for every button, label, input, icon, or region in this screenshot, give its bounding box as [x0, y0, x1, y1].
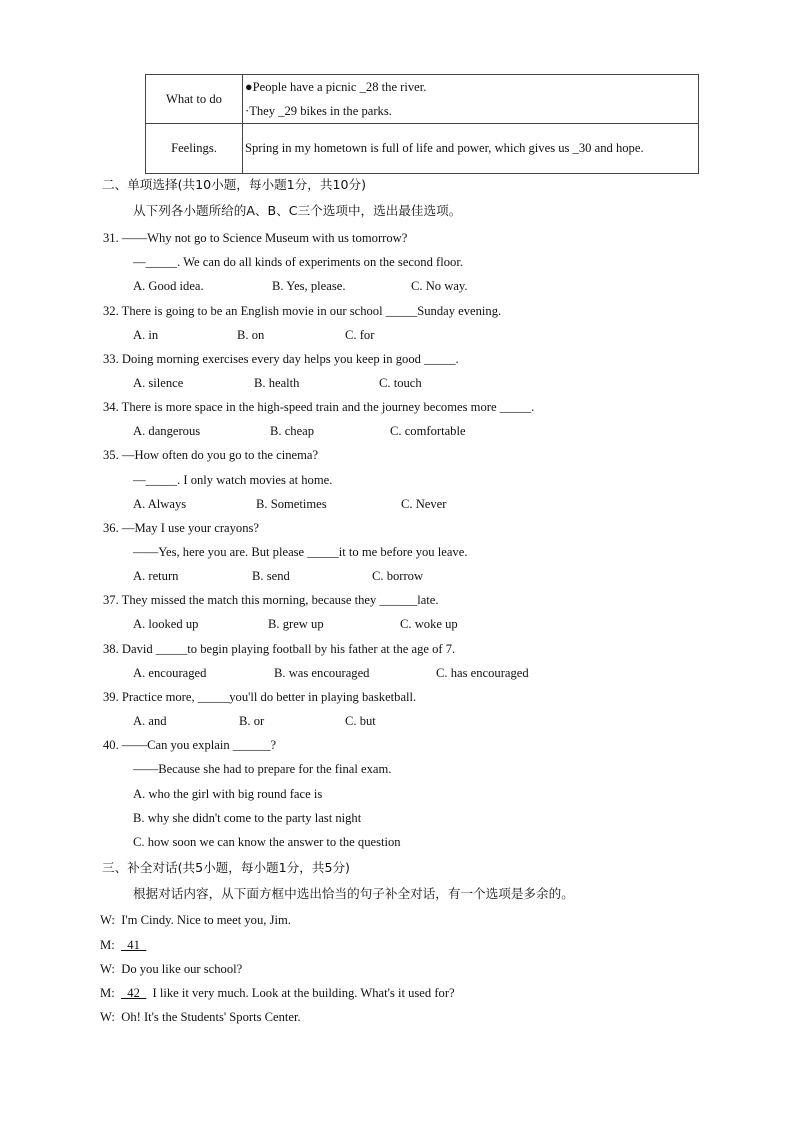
option-c: C. has encouraged [436, 666, 529, 680]
option-b: B. send [252, 569, 290, 583]
row-head-what-to-do: What to do [146, 75, 243, 124]
speaker-label: W: [100, 913, 115, 927]
option-b: B. grew up [268, 617, 324, 631]
question-stem: —_____. We can do all kinds of experiments on the second floor. [133, 255, 463, 269]
question-stem: 38. David _____to begin playing football by his father at the age of 7. [103, 642, 456, 656]
question-stem: 36. —May I use your crayons? [103, 521, 259, 535]
answer-blank: _41_ [121, 938, 147, 952]
option-a: A. in [133, 328, 159, 342]
option-c: C. Never [401, 497, 447, 511]
speaker-label: M: [100, 938, 115, 952]
option-a: A. dangerous [133, 424, 201, 438]
table-text: ●People have a picnic _28 the river. [245, 80, 427, 94]
option-a: A. looked up [133, 617, 199, 631]
answer-blank: _42_ [121, 986, 147, 1000]
option-b: B. cheap [270, 424, 315, 438]
dialog-line [100, 1009, 301, 1025]
row-body-feelings: Spring in my hometown is full of life and power, which gives us _30 and hope. [243, 124, 699, 174]
dialog-line [100, 912, 291, 928]
speaker-label: W: [100, 1010, 115, 1024]
dialog-text: Do you like our school? [121, 962, 243, 976]
question-stem: ——Because she had to prepare for the final exam. [133, 762, 392, 776]
option-a: A. and [133, 714, 167, 728]
speaker-label: M: [100, 986, 115, 1000]
table-row [146, 124, 699, 174]
table-row [146, 75, 699, 124]
section-heading: 二、单项选择(共10小题，每小题1分，共10分) [102, 177, 366, 192]
question-stem: 40. ——Can you explain ______? [103, 738, 277, 752]
option-b: B. Yes, please. [272, 279, 346, 293]
question-stem: 34. There is more space in the high-speed train and the journey becomes more _____. [103, 400, 535, 414]
option-c: C. No way. [411, 279, 468, 293]
dialog-line [100, 985, 455, 1001]
question-stem: 35. —How often do you go to the cinema? [103, 448, 319, 462]
option-a: A. Good idea. [133, 279, 204, 293]
option-a: A. encouraged [133, 666, 207, 680]
option-a: A. silence [133, 376, 184, 390]
question-stem: 31. ——Why not go to Science Museum with us tomorrow? [103, 231, 408, 245]
option-c: C. woke up [400, 617, 458, 631]
row-body-what-to-do [243, 75, 699, 124]
option-a: A. who the girl with big round face is [133, 787, 323, 801]
row-head-feelings: Feelings. [146, 124, 243, 174]
question-stem: —_____. I only watch movies at home. [133, 473, 333, 487]
option-c: C. how soon we can know the answer to the question [133, 835, 401, 849]
question-stem: ——Yes, here you are. But please _____it to me before you leave. [133, 545, 468, 559]
option-a: A. Always [133, 497, 187, 511]
dialog-text: Oh! It's the Students' Sports Center. [121, 1010, 301, 1024]
option-b: B. was encouraged [274, 666, 370, 680]
option-b: B. why she didn't come to the party last night [133, 811, 362, 825]
option-b: B. on [237, 328, 265, 342]
question-stem: 32. There is going to be an English movie in our school _____Sunday evening. [103, 304, 502, 318]
info-table [145, 74, 699, 174]
option-a: A. return [133, 569, 179, 583]
question-stem: 33. Doing morning exercises every day helps you keep in good _____. [103, 352, 459, 366]
option-b: B. health [254, 376, 300, 390]
speaker-label: W: [100, 962, 115, 976]
option-c: C. but [345, 714, 376, 728]
dialog-text: I'm Cindy. Nice to meet you, Jim. [121, 913, 291, 927]
section-heading: 三、补全对话(共5小题，每小题1分，共5分) [102, 860, 350, 875]
section-instruction: 从下列各小题所给的A、B、C三个选项中，选出最佳选项。 [133, 203, 462, 218]
option-b: B. Sometimes [256, 497, 327, 511]
dialog-text: I like it very much. Look at the building. What's it used for? [152, 986, 455, 1000]
dialog-line [100, 937, 146, 953]
option-b: B. or [239, 714, 265, 728]
option-c: C. touch [379, 376, 422, 390]
section-instruction: 根据对话内容，从下面方框中选出恰当的句子补全对话，有一个选项是多余的。 [133, 886, 574, 901]
option-c: C. for [345, 328, 375, 342]
option-c: C. comfortable [390, 424, 466, 438]
option-c: C. borrow [372, 569, 424, 583]
question-stem: 39. Practice more, _____you'll do better in playing basketball. [103, 690, 417, 704]
table-text: ·They _29 bikes in the parks. [245, 104, 392, 118]
question-stem: 37. They missed the match this morning, because they ______late. [103, 593, 439, 607]
dialog-line [100, 961, 242, 977]
